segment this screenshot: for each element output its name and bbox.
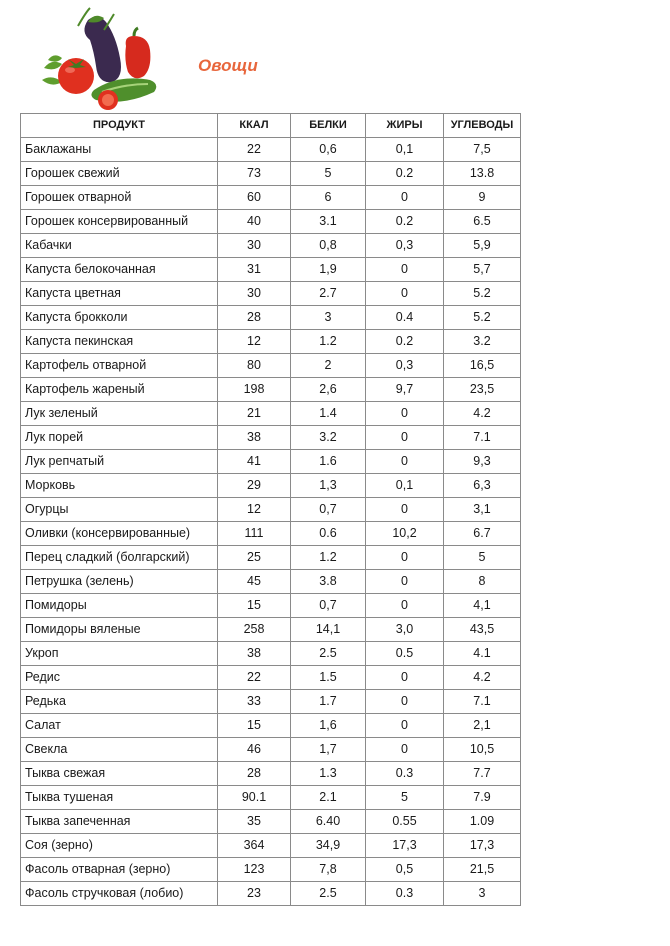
product-name-cell: Капуста белокочанная <box>21 258 218 282</box>
tomato-shape <box>58 58 94 94</box>
table-row <box>21 498 521 522</box>
carbs-cell: 43,5 <box>444 618 521 642</box>
carbs-cell: 23,5 <box>444 378 521 402</box>
product-name-cell: Горошек свежий <box>21 162 218 186</box>
protein-cell: 0,7 <box>291 498 366 522</box>
fat-cell: 17,3 <box>366 834 444 858</box>
table-row <box>21 426 521 450</box>
protein-cell: 1.7 <box>291 690 366 714</box>
fat-cell: 0 <box>366 738 444 762</box>
carbs-cell: 5 <box>444 546 521 570</box>
kcal-cell: 45 <box>218 570 291 594</box>
fat-cell: 9,7 <box>366 378 444 402</box>
table-row <box>21 474 521 498</box>
protein-cell: 3.8 <box>291 570 366 594</box>
product-name-cell: Огурцы <box>21 498 218 522</box>
product-name-cell: Редис <box>21 666 218 690</box>
kcal-cell: 258 <box>218 618 291 642</box>
table-row <box>21 330 521 354</box>
table-row <box>21 402 521 426</box>
carbs-cell: 7.9 <box>444 786 521 810</box>
kcal-cell: 30 <box>218 282 291 306</box>
protein-cell: 1,3 <box>291 474 366 498</box>
fat-cell: 0.5 <box>366 642 444 666</box>
protein-cell: 14,1 <box>291 618 366 642</box>
carbs-cell: 21,5 <box>444 858 521 882</box>
protein-cell: 1.3 <box>291 762 366 786</box>
protein-cell: 2.5 <box>291 642 366 666</box>
protein-cell: 6 <box>291 186 366 210</box>
protein-cell: 3 <box>291 306 366 330</box>
table-row <box>21 570 521 594</box>
kcal-cell: 33 <box>218 690 291 714</box>
table-row <box>21 138 521 162</box>
carbs-cell: 5,7 <box>444 258 521 282</box>
fat-cell: 0 <box>366 498 444 522</box>
protein-cell: 1,9 <box>291 258 366 282</box>
kcal-cell: 29 <box>218 474 291 498</box>
kcal-cell: 22 <box>218 666 291 690</box>
fat-cell: 0 <box>366 690 444 714</box>
column-header-product: ПРОДУКТ <box>21 114 218 138</box>
table-row <box>21 786 521 810</box>
fat-cell: 0.4 <box>366 306 444 330</box>
product-name-cell: Морковь <box>21 474 218 498</box>
product-name-cell: Оливки (консервированные) <box>21 522 218 546</box>
product-name-cell: Лук репчатый <box>21 450 218 474</box>
protein-cell: 0,8 <box>291 234 366 258</box>
protein-cell: 2.1 <box>291 786 366 810</box>
protein-cell: 7,8 <box>291 858 366 882</box>
kcal-cell: 38 <box>218 642 291 666</box>
protein-cell: 2,6 <box>291 378 366 402</box>
table-row <box>21 378 521 402</box>
carbs-cell: 7.7 <box>444 762 521 786</box>
fat-cell: 0 <box>366 714 444 738</box>
table-row <box>21 522 521 546</box>
fat-cell: 0 <box>366 258 444 282</box>
kcal-cell: 31 <box>218 258 291 282</box>
fat-cell: 0.55 <box>366 810 444 834</box>
table-row <box>21 234 521 258</box>
fat-cell: 3,0 <box>366 618 444 642</box>
kcal-cell: 21 <box>218 402 291 426</box>
table-row <box>21 858 521 882</box>
product-name-cell: Тыква тушеная <box>21 786 218 810</box>
product-name-cell: Петрушка (зелень) <box>21 570 218 594</box>
table-row <box>21 594 521 618</box>
protein-cell: 34,9 <box>291 834 366 858</box>
carbs-cell: 3,1 <box>444 498 521 522</box>
carbs-cell: 13.8 <box>444 162 521 186</box>
fat-cell: 0 <box>366 426 444 450</box>
protein-cell: 1.2 <box>291 330 366 354</box>
protein-cell: 3.1 <box>291 210 366 234</box>
carbs-cell: 7.1 <box>444 426 521 450</box>
carbs-cell: 2,1 <box>444 714 521 738</box>
kcal-cell: 60 <box>218 186 291 210</box>
column-header-protein: БЕЛКИ <box>291 114 366 138</box>
carbs-cell: 1.09 <box>444 810 521 834</box>
kcal-cell: 25 <box>218 546 291 570</box>
fat-cell: 0 <box>366 282 444 306</box>
protein-cell: 0,7 <box>291 594 366 618</box>
fat-cell: 0 <box>366 594 444 618</box>
product-name-cell: Капуста пекинская <box>21 330 218 354</box>
carbs-cell: 6.7 <box>444 522 521 546</box>
product-name-cell: Помидоры вяленые <box>21 618 218 642</box>
kcal-cell: 123 <box>218 858 291 882</box>
kcal-cell: 12 <box>218 498 291 522</box>
carbs-cell: 3.2 <box>444 330 521 354</box>
fat-cell: 0,3 <box>366 234 444 258</box>
product-name-cell: Соя (зерно) <box>21 834 218 858</box>
kcal-cell: 364 <box>218 834 291 858</box>
kcal-cell: 41 <box>218 450 291 474</box>
product-name-cell: Лук порей <box>21 426 218 450</box>
table-row <box>21 714 521 738</box>
table-row <box>21 762 521 786</box>
carbs-cell: 3 <box>444 882 521 906</box>
product-name-cell: Кабачки <box>21 234 218 258</box>
kcal-cell: 38 <box>218 426 291 450</box>
column-header-carbs: УГЛЕВОДЫ <box>444 114 521 138</box>
carbs-cell: 7,5 <box>444 138 521 162</box>
kcal-cell: 111 <box>218 522 291 546</box>
product-name-cell: Тыква запеченная <box>21 810 218 834</box>
kcal-cell: 28 <box>218 306 291 330</box>
carbs-cell: 9,3 <box>444 450 521 474</box>
table-row <box>21 834 521 858</box>
kcal-cell: 35 <box>218 810 291 834</box>
table-header-row <box>21 114 521 138</box>
product-name-cell: Помидоры <box>21 594 218 618</box>
protein-cell: 2.7 <box>291 282 366 306</box>
table-row <box>21 810 521 834</box>
carbs-cell: 5.2 <box>444 306 521 330</box>
carbs-cell: 6,3 <box>444 474 521 498</box>
fat-cell: 0.3 <box>366 882 444 906</box>
kcal-cell: 90.1 <box>218 786 291 810</box>
kcal-cell: 12 <box>218 330 291 354</box>
column-header-kcal: ККАЛ <box>218 114 291 138</box>
table-row <box>21 450 521 474</box>
fat-cell: 0.2 <box>366 330 444 354</box>
fat-cell: 0.2 <box>366 210 444 234</box>
section-title: Овощи <box>198 56 258 75</box>
fat-cell: 10,2 <box>366 522 444 546</box>
carbs-cell: 9 <box>444 186 521 210</box>
table-row <box>21 282 521 306</box>
kcal-cell: 40 <box>218 210 291 234</box>
protein-cell: 1.2 <box>291 546 366 570</box>
product-name-cell: Тыква свежая <box>21 762 218 786</box>
protein-cell: 2.5 <box>291 882 366 906</box>
fat-cell: 0,3 <box>366 354 444 378</box>
kcal-cell: 73 <box>218 162 291 186</box>
product-name-cell: Лук зеленый <box>21 402 218 426</box>
protein-cell: 1.5 <box>291 666 366 690</box>
product-name-cell: Картофель жареный <box>21 378 218 402</box>
product-name-cell: Фасоль стручковая (лобио) <box>21 882 218 906</box>
carbs-cell: 5,9 <box>444 234 521 258</box>
product-name-cell: Салат <box>21 714 218 738</box>
carbs-cell: 4.1 <box>444 642 521 666</box>
table-row <box>21 258 521 282</box>
product-name-cell: Баклажаны <box>21 138 218 162</box>
protein-cell: 0,6 <box>291 138 366 162</box>
fat-cell: 0 <box>366 186 444 210</box>
protein-cell: 6.40 <box>291 810 366 834</box>
nutrition-table <box>20 113 521 906</box>
fat-cell: 0,1 <box>366 138 444 162</box>
table-row <box>21 162 521 186</box>
protein-cell: 2 <box>291 354 366 378</box>
protein-cell: 1,6 <box>291 714 366 738</box>
kcal-cell: 46 <box>218 738 291 762</box>
product-name-cell: Горошек консервированный <box>21 210 218 234</box>
table-row <box>21 642 521 666</box>
carbs-cell: 4,1 <box>444 594 521 618</box>
fat-cell: 0 <box>366 402 444 426</box>
protein-cell: 1.6 <box>291 450 366 474</box>
table-row <box>21 738 521 762</box>
kcal-cell: 22 <box>218 138 291 162</box>
kcal-cell: 15 <box>218 714 291 738</box>
protein-cell: 3.2 <box>291 426 366 450</box>
kcal-cell: 198 <box>218 378 291 402</box>
fat-cell: 0.3 <box>366 762 444 786</box>
kcal-cell: 23 <box>218 882 291 906</box>
product-name-cell: Горошек отварной <box>21 186 218 210</box>
table-row <box>21 546 521 570</box>
product-name-cell: Капуста цветная <box>21 282 218 306</box>
carbs-cell: 6.5 <box>444 210 521 234</box>
product-name-cell: Укроп <box>21 642 218 666</box>
fat-cell: 0 <box>366 546 444 570</box>
vegetables-illustration <box>38 6 168 112</box>
table-row <box>21 306 521 330</box>
fat-cell: 0,1 <box>366 474 444 498</box>
kcal-cell: 28 <box>218 762 291 786</box>
carbs-cell: 4.2 <box>444 666 521 690</box>
column-header-fat: ЖИРЫ <box>366 114 444 138</box>
kcal-cell: 15 <box>218 594 291 618</box>
fat-cell: 0,5 <box>366 858 444 882</box>
fat-cell: 0 <box>366 570 444 594</box>
fat-cell: 0 <box>366 666 444 690</box>
product-name-cell: Капуста брокколи <box>21 306 218 330</box>
carbs-cell: 17,3 <box>444 834 521 858</box>
carbs-cell: 8 <box>444 570 521 594</box>
table-row <box>21 618 521 642</box>
table-row <box>21 690 521 714</box>
fat-cell: 5 <box>366 786 444 810</box>
pepper-shape <box>125 36 150 78</box>
carbs-cell: 4.2 <box>444 402 521 426</box>
table-row <box>21 186 521 210</box>
carbs-cell: 7.1 <box>444 690 521 714</box>
table-row <box>21 882 521 906</box>
protein-cell: 5 <box>291 162 366 186</box>
protein-cell: 1.4 <box>291 402 366 426</box>
product-name-cell: Фасоль отварная (зерно) <box>21 858 218 882</box>
carbs-cell: 5.2 <box>444 282 521 306</box>
table-row <box>21 210 521 234</box>
carbs-cell: 16,5 <box>444 354 521 378</box>
protein-cell: 1,7 <box>291 738 366 762</box>
kcal-cell: 30 <box>218 234 291 258</box>
fat-cell: 0 <box>366 450 444 474</box>
table-row <box>21 354 521 378</box>
product-name-cell: Перец сладкий (болгарский) <box>21 546 218 570</box>
product-name-cell: Редька <box>21 690 218 714</box>
product-name-cell: Свекла <box>21 738 218 762</box>
fat-cell: 0.2 <box>366 162 444 186</box>
carbs-cell: 10,5 <box>444 738 521 762</box>
product-name-cell: Картофель отварной <box>21 354 218 378</box>
table-body <box>21 138 521 906</box>
table-row <box>21 666 521 690</box>
protein-cell: 0.6 <box>291 522 366 546</box>
kcal-cell: 80 <box>218 354 291 378</box>
